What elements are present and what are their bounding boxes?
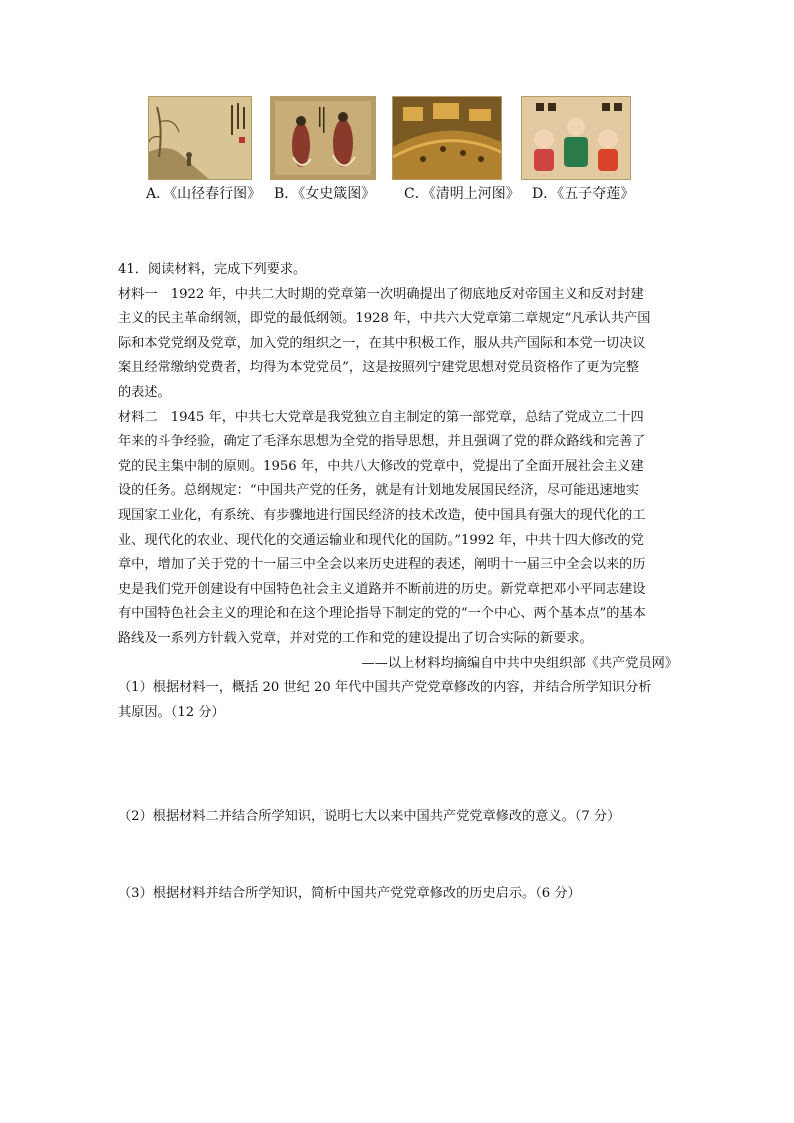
material-one-line: 材料一 1922 年，中共二大时期的党章第一次明确提出了彻底地反对帝国主义和反对封建 — [118, 286, 644, 302]
material-two-line: 有中国特色社会主义的理论和在这个理论指导下制定的党的“一个中心、两个基本点”的基本 — [118, 606, 646, 622]
landscape-painting-icon — [149, 97, 251, 179]
material-two-line: 现国家工业化，有系统、有步骤地进行国民经济的技术改造，使中国具有强大的现代化的工 — [118, 507, 646, 523]
caption-b: B．《女史箴图》 — [274, 186, 376, 202]
material-two-line: 材料二 1945 年，中共七大党章是我党独立自主制定的第一部党章，总结了党成立二十四 — [118, 409, 644, 425]
image-c — [392, 96, 502, 180]
material-one-line: 的表述。 — [118, 384, 171, 400]
question-two-text: （2）根据材料二并结合所学知识，说明七大以来中国共产党党章修改的意义。（7 分） — [118, 809, 621, 824]
image-a — [148, 96, 252, 180]
material-one — [118, 283, 678, 406]
figure-painting-icon — [271, 97, 375, 179]
material-one-line: 主义的民主革命纲领，即党的最低纲领。1928 年，中共六大党章第二章规定“凡承认共产国 — [118, 311, 651, 327]
question-one — [118, 676, 678, 725]
material-two-line: 党的民主集中制的原则。1956 年，中共八大修改的党章中，党提出了全面开展社会主义建 — [118, 458, 644, 474]
caption-d: D．《五子夺莲》 — [532, 186, 635, 202]
material-two-line: 史是我们党开创建设有中国特色社会主义道路并不断前进的历史。新党章把邓小平同志建设 — [118, 581, 646, 597]
question-one-line: 其原因。（12 分） — [118, 704, 225, 720]
material-two-line: 设的任务。总纲规定：“中国共产党的任务，就是有计划地发展国民经济，尽可能迅速地实 — [118, 483, 640, 499]
material-two — [118, 406, 678, 652]
material-two-line: 路线及一系列方针载入党章，并对党的工作和党的建设提出了切合实际的新要求。 — [118, 630, 593, 646]
question-one-line: （1）根据材料一，概括 20 世纪 20 年代中国共产党党章修改的内容，并结合所学知识分析 — [118, 680, 652, 696]
image-d — [521, 96, 631, 180]
caption-c: C．《清明上河图》 — [404, 186, 520, 202]
question-two — [118, 805, 678, 830]
image-b — [270, 96, 376, 180]
question-heading: 41．阅读材料，完成下列要求。 — [118, 262, 307, 277]
caption-a: A．《山径春行图》 — [146, 186, 262, 202]
folk-painting-icon — [522, 97, 630, 179]
question-three-text: （3）根据材料并结合所学知识，简析中国共产党党章修改的历史启示。（6 分） — [118, 886, 581, 901]
material-two-line: 章中，增加了关于党的十一届三中全会以来历史进程的表述，阐明十一届三中全会以来的历 — [118, 557, 646, 573]
material-one-line: 案且经常缴纳党费者，均得为本党党员”，这是按照列宁建党思想对党员资格作了更为完整 — [118, 360, 640, 376]
city-painting-icon — [393, 97, 501, 179]
question-three — [118, 882, 678, 907]
question-block — [118, 258, 678, 725]
material-one-line: 际和本党党纲及党章，加入党的组织之一，在其中积极工作，服从共产国际和本党一切决议 — [118, 335, 646, 351]
source-citation: ——以上材料均摘编自中共中央组织部《共产党员网》 — [361, 655, 678, 671]
material-two-line: 业、现代化的农业、现代化的交通运输业和现代化的国防。”1992 年，中共十四大修改的党 — [118, 532, 644, 548]
material-two-line: 年来的斗争经验，确定了毛泽东思想为全党的指导思想，并且强调了党的群众路线和完善了 — [118, 434, 646, 450]
